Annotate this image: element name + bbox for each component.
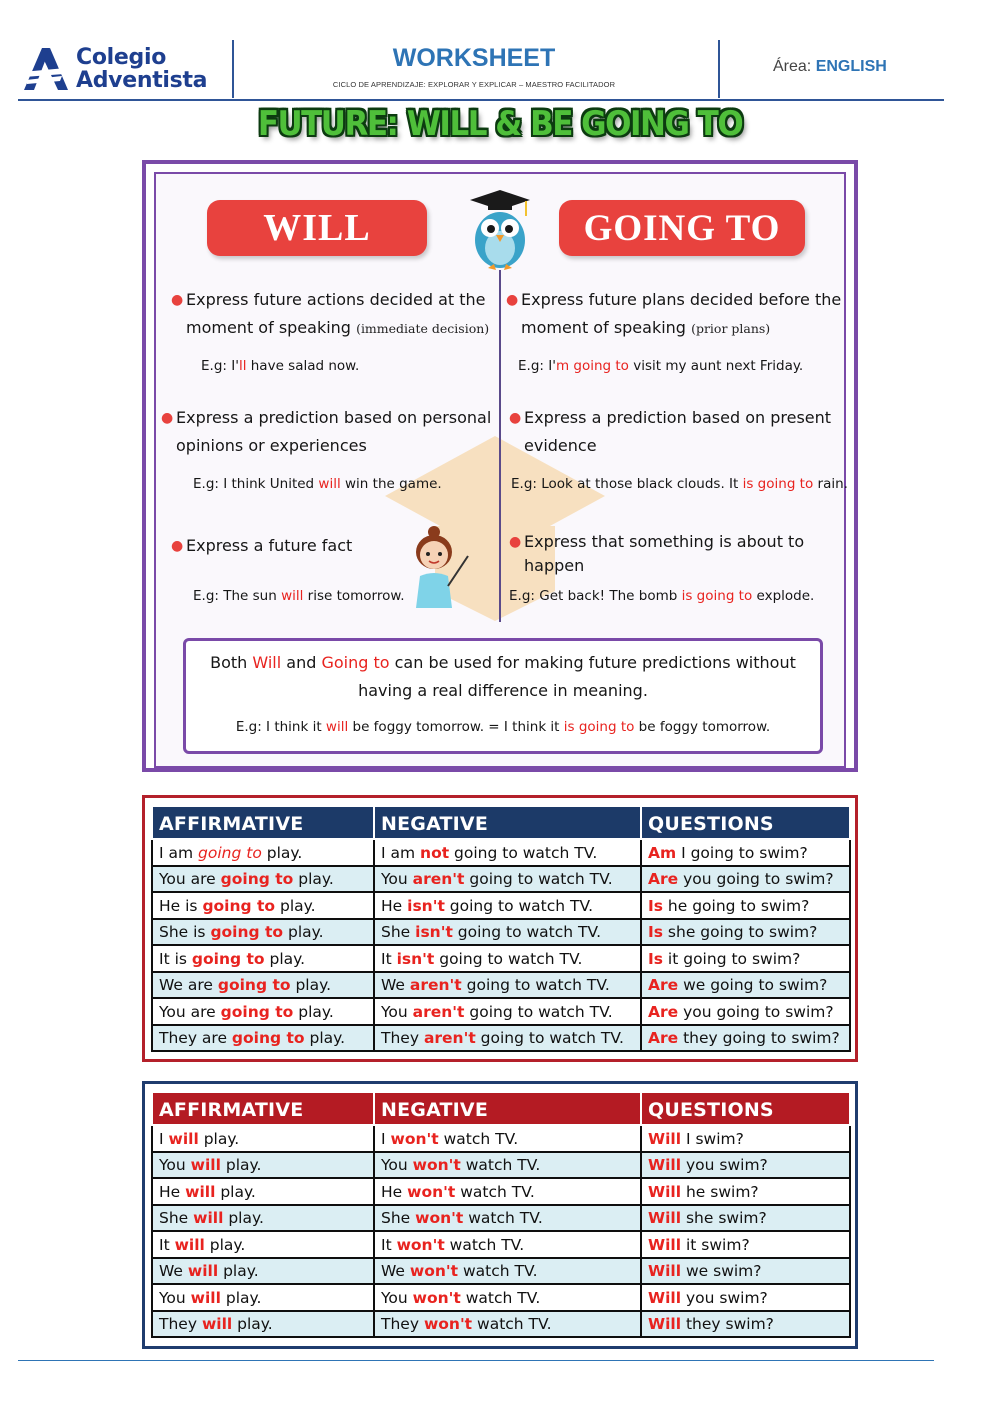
negative-cell xyxy=(374,919,641,946)
negative-cell xyxy=(374,998,641,1025)
rule-text: Express that something is about to happen xyxy=(524,532,805,575)
example-text: E.g: I' xyxy=(518,358,556,374)
infographic-panel xyxy=(154,172,846,768)
question-cell xyxy=(641,919,850,946)
question-cell xyxy=(641,1311,850,1338)
table-row xyxy=(152,892,850,919)
affirmative-cell xyxy=(152,1178,374,1205)
cell-text: You xyxy=(381,870,413,889)
table-row xyxy=(152,839,850,866)
cell-text: He xyxy=(381,896,408,915)
highlight-word: Will xyxy=(648,1315,682,1334)
cell-text: you going to swim? xyxy=(678,1002,834,1021)
rule-note: (immediate decision) xyxy=(356,321,490,336)
cell-text: play. xyxy=(204,1235,246,1254)
will-rule-3 xyxy=(171,532,406,560)
negative-cell xyxy=(374,1205,641,1232)
cell-text: play. xyxy=(218,1262,259,1281)
will-example-3 xyxy=(193,588,404,604)
cell-text: You xyxy=(381,1288,413,1307)
question-cell xyxy=(641,1025,850,1052)
cell-text: They xyxy=(159,1315,202,1334)
affirmative-cell xyxy=(152,866,374,893)
cell-text: I xyxy=(159,1129,169,1148)
note-highlight: Will xyxy=(252,653,282,672)
cell-text: I swim? xyxy=(681,1129,744,1148)
negative-cell xyxy=(374,839,641,866)
table-row xyxy=(152,1258,850,1285)
grammar-infographic xyxy=(142,160,858,772)
highlight-word: isn't xyxy=(396,949,435,968)
subject-area xyxy=(773,58,887,76)
example-highlight: ll xyxy=(238,358,247,374)
highlight-word: won't xyxy=(396,1235,445,1254)
going-example-3 xyxy=(509,588,814,604)
highlight-word: going to xyxy=(202,896,276,915)
cell-text: he swim? xyxy=(681,1182,759,1201)
negative-cell xyxy=(374,1025,641,1052)
will-heading: WILL xyxy=(207,200,427,256)
cell-text: watch TV. xyxy=(472,1315,552,1334)
table-row xyxy=(152,1025,850,1052)
cell-text: play. xyxy=(293,870,334,889)
example-text: have salad now. xyxy=(246,358,360,374)
highlight-word: Is xyxy=(648,949,663,968)
cell-text: going to watch TV. xyxy=(475,1029,624,1048)
cell-text: going to watch TV. xyxy=(449,843,598,862)
question-cell xyxy=(641,998,850,1025)
cell-text: going to watch TV. xyxy=(464,870,613,889)
cell-text: going to watch TV. xyxy=(434,949,583,968)
cell-text: watch TV. xyxy=(444,1235,525,1254)
both-note-text xyxy=(186,649,820,705)
table-row xyxy=(152,1284,850,1311)
example-text: E.g: I think it xyxy=(235,719,326,735)
cell-text: going to watch TV. xyxy=(461,976,610,995)
going-to-heading: GOING TO xyxy=(559,200,805,256)
cell-text: I am xyxy=(381,843,421,862)
highlight-word: won't xyxy=(415,1209,464,1228)
cell-text: watch TV. xyxy=(458,1262,538,1281)
highlight-word: Are xyxy=(648,1002,679,1021)
affirmative-cell xyxy=(152,919,374,946)
rule-text: Express future actions decided at the moment of speaking xyxy=(186,290,486,337)
negative-cell xyxy=(374,1284,641,1311)
cell-text: I going to swim? xyxy=(676,843,808,862)
cell-text: you going to swim? xyxy=(678,870,834,889)
affirmative-cell xyxy=(152,892,374,919)
cell-text: play. xyxy=(223,1209,264,1228)
cell-text: going to watch TV. xyxy=(444,896,594,915)
going-rule-1 xyxy=(506,286,851,343)
cell-text: play. xyxy=(198,1129,240,1148)
affirmative-cell xyxy=(152,1231,374,1258)
example-text: visit my aunt next Friday. xyxy=(628,358,804,374)
highlight-word: Will xyxy=(648,1156,682,1175)
cell-text: going to watch TV. xyxy=(452,923,602,942)
header-separator xyxy=(232,40,234,98)
will-table-frame xyxy=(142,1081,858,1349)
worksheet-subtitle: CICLO DE APRENDIZAJE: EXPLORAR Y EXPLICAR – MAESTRO FACILITADOR xyxy=(332,80,616,89)
worksheet-title: WORKSHEET xyxy=(392,44,556,72)
example-text: E.g: The sun xyxy=(193,588,282,604)
example-text: be foggy tomorrow. xyxy=(634,719,771,735)
cell-text: He xyxy=(159,1182,186,1201)
cell-text: play. xyxy=(232,1315,273,1334)
cell-text: it going to swim? xyxy=(663,949,801,968)
question-cell xyxy=(641,866,850,893)
school-name-line1: Colegio xyxy=(76,45,167,70)
cell-text: It is xyxy=(159,949,192,968)
table-row xyxy=(152,972,850,999)
affirmative-cell xyxy=(152,1152,374,1179)
note-text: can be used for making future predictions without having a real difference in meaning. xyxy=(358,653,796,700)
cell-text: You are xyxy=(159,1002,221,1021)
table-row xyxy=(152,1311,850,1338)
negative-cell xyxy=(374,1178,641,1205)
highlight-word: will xyxy=(193,1209,224,1228)
affirmative-cell xyxy=(152,1311,374,1338)
going-rule-3 xyxy=(509,530,824,578)
cell-text: It xyxy=(381,949,397,968)
highlight-word: Will xyxy=(648,1209,682,1228)
school-logo-icon xyxy=(20,46,70,92)
cell-text: watch TV. xyxy=(463,1209,543,1228)
highlight-word: will xyxy=(168,1129,199,1148)
cell-text: They are xyxy=(159,1029,232,1048)
header-rule xyxy=(18,99,944,101)
example-text: E.g: I think United xyxy=(193,476,319,492)
cell-text: They xyxy=(381,1315,424,1334)
column-header-negative: NEGATIVE xyxy=(374,1092,641,1125)
question-cell xyxy=(641,1205,850,1232)
highlight-word: going to xyxy=(210,923,284,942)
highlight-word: will xyxy=(190,1156,221,1175)
highlight-word: aren't xyxy=(423,1029,476,1048)
cell-text: We are xyxy=(159,976,218,995)
column-header-questions: QUESTIONS xyxy=(641,806,850,839)
cell-text: We xyxy=(159,1262,188,1281)
column-header-affirmative: AFFIRMATIVE xyxy=(152,806,374,839)
cell-text: You xyxy=(159,1156,191,1175)
example-highlight: will xyxy=(281,588,304,604)
negative-cell xyxy=(374,1231,641,1258)
will-rule-2 xyxy=(161,404,502,460)
will-rule-1 xyxy=(171,286,504,343)
highlight-word: will xyxy=(174,1235,205,1254)
example-highlight: is going to xyxy=(742,476,814,492)
cell-text: She xyxy=(381,923,416,942)
rule-note: (prior plans) xyxy=(691,321,771,336)
table-header-row xyxy=(152,1092,850,1125)
cell-text: You xyxy=(381,1002,413,1021)
subject-area-label: Área: xyxy=(773,58,812,75)
column-header-negative: NEGATIVE xyxy=(374,806,641,839)
cell-text: It xyxy=(159,1235,175,1254)
table-row xyxy=(152,1125,850,1152)
cell-text: It xyxy=(381,1235,397,1254)
highlight-word: Are xyxy=(648,1029,679,1048)
going-to-table-frame xyxy=(142,795,858,1062)
cell-text: He is xyxy=(159,896,203,915)
affirmative-cell xyxy=(152,1125,374,1152)
affirmative-cell xyxy=(152,1205,374,1232)
cell-text: she going to swim? xyxy=(663,923,818,942)
cell-text: it swim? xyxy=(681,1235,750,1254)
example-text: rain. xyxy=(813,476,848,492)
highlight-word: Will xyxy=(648,1129,682,1148)
cell-text: She xyxy=(159,1209,194,1228)
rule-text: Express a prediction based on present evidence xyxy=(524,408,832,455)
affirmative-cell xyxy=(152,839,374,866)
cell-text: they going to swim? xyxy=(678,1029,840,1048)
cell-text: play. xyxy=(290,976,331,995)
highlight-word: going to xyxy=(198,843,262,862)
highlight-word: won't xyxy=(407,1182,456,1201)
both-note-example xyxy=(186,719,820,735)
table-row xyxy=(152,1152,850,1179)
affirmative-cell xyxy=(152,1258,374,1285)
highlight-word: Will xyxy=(648,1262,682,1281)
cell-text: play. xyxy=(304,1029,346,1048)
cell-text: he going to swim? xyxy=(663,896,810,915)
highlight-word: won't xyxy=(409,1262,459,1281)
example-text: rise tomorrow. xyxy=(303,588,405,604)
highlight-word: going to xyxy=(191,949,265,968)
rule-text: Express a prediction based on personal opinions or experiences xyxy=(176,408,492,455)
cell-text: They xyxy=(381,1029,424,1048)
highlight-word: won't xyxy=(412,1288,461,1307)
table-row xyxy=(152,919,850,946)
rule-text: Express a future fact xyxy=(186,536,353,555)
worksheet-header xyxy=(18,38,946,102)
both-note-box xyxy=(183,638,823,754)
example-text: E.g: I' xyxy=(201,358,239,374)
cell-text: You are xyxy=(159,870,221,889)
question-cell xyxy=(641,972,850,999)
highlight-word: will xyxy=(187,1262,219,1281)
bullet-icon: ● xyxy=(171,538,184,554)
negative-cell xyxy=(374,1311,641,1338)
negative-cell xyxy=(374,972,641,999)
note-highlight: Going to xyxy=(321,653,390,672)
highlight-word: won't xyxy=(423,1315,473,1334)
highlight-word: isn't xyxy=(407,896,445,915)
example-highlight: m going to xyxy=(555,358,629,374)
owl-graduate-icon xyxy=(468,188,532,274)
example-text: E.g: Look at those black clouds. It xyxy=(511,476,743,492)
cell-text: She xyxy=(381,1209,416,1228)
bullet-icon: ● xyxy=(506,292,519,308)
note-text: and xyxy=(281,653,322,672)
bullet-icon: ● xyxy=(509,534,522,550)
highlight-word: Will xyxy=(648,1182,682,1201)
cell-text: play. xyxy=(220,1156,262,1175)
table-row xyxy=(152,866,850,893)
question-cell xyxy=(641,1231,850,1258)
example-highlight: will xyxy=(325,719,349,735)
example-text: be foggy tomorrow. = I think it xyxy=(348,719,564,735)
table-row xyxy=(152,998,850,1025)
highlight-word: isn't xyxy=(415,923,453,942)
question-cell xyxy=(641,892,850,919)
cell-text: you swim? xyxy=(681,1288,768,1307)
header-separator xyxy=(718,40,720,98)
will-conjugation-table xyxy=(151,1091,851,1338)
example-text: E.g: Get back! The bomb xyxy=(509,588,682,604)
highlight-word: going to xyxy=(220,1002,294,1021)
bullet-icon: ● xyxy=(171,292,184,308)
rule-text: Express future plans decided before the moment of speaking xyxy=(521,290,842,337)
cell-text: watch TV. xyxy=(455,1182,535,1201)
example-highlight: will xyxy=(318,476,341,492)
question-cell xyxy=(641,839,850,866)
table-row xyxy=(152,1205,850,1232)
highlight-word: Is xyxy=(648,923,663,942)
going-example-1 xyxy=(518,358,803,374)
highlight-word: Am xyxy=(648,843,677,862)
note-text: Both xyxy=(210,653,253,672)
highlight-word: won't xyxy=(390,1129,439,1148)
page-title: FUTURE: WILL & BE GOING TO xyxy=(257,104,743,144)
example-highlight: is going to xyxy=(681,588,753,604)
going-example-2 xyxy=(511,476,848,492)
question-cell xyxy=(641,1152,850,1179)
highlight-word: going to xyxy=(231,1029,305,1048)
footer-rule xyxy=(18,1360,934,1361)
table-row xyxy=(152,945,850,972)
going-rule-2 xyxy=(509,404,842,460)
highlight-word: Will xyxy=(648,1288,682,1307)
will-example-1 xyxy=(201,358,359,374)
column-header-affirmative: AFFIRMATIVE xyxy=(152,1092,374,1125)
will-example-2 xyxy=(193,476,442,492)
table-header-row xyxy=(152,806,850,839)
teacher-illustration-icon xyxy=(410,526,472,608)
cell-text: they swim? xyxy=(681,1315,774,1334)
table-row xyxy=(152,1231,850,1258)
affirmative-cell xyxy=(152,945,374,972)
cell-text: watch TV. xyxy=(438,1129,519,1148)
cell-text: play. xyxy=(215,1182,256,1201)
question-cell xyxy=(641,1125,850,1152)
cell-text: we swim? xyxy=(681,1262,762,1281)
school-name-line2: Adventista xyxy=(76,68,208,93)
highlight-word: Is xyxy=(648,896,663,915)
question-cell xyxy=(641,1284,850,1311)
school-logo xyxy=(18,44,238,94)
cell-text: I xyxy=(381,1129,391,1148)
cell-text: going to watch TV. xyxy=(464,1002,613,1021)
example-text: win the game. xyxy=(340,476,442,492)
affirmative-cell xyxy=(152,972,374,999)
example-text: explode. xyxy=(752,588,815,604)
cell-text: watch TV. xyxy=(460,1288,541,1307)
cell-text: She is xyxy=(159,923,211,942)
cell-text: you swim? xyxy=(681,1156,768,1175)
highlight-word: won't xyxy=(412,1156,461,1175)
cell-text: We xyxy=(381,1262,410,1281)
negative-cell xyxy=(374,1125,641,1152)
affirmative-cell xyxy=(152,1025,374,1052)
cell-text: she swim? xyxy=(681,1209,767,1228)
highlight-word: will xyxy=(190,1288,221,1307)
cell-text: play. xyxy=(283,923,324,942)
cell-text: You xyxy=(159,1288,191,1307)
highlight-word: aren't xyxy=(412,870,465,889)
column-header-questions: QUESTIONS xyxy=(641,1092,850,1125)
cell-text: we going to swim? xyxy=(678,976,828,995)
school-name xyxy=(76,46,207,92)
going-to-conjugation-table xyxy=(151,805,851,1052)
highlight-word: aren't xyxy=(412,1002,465,1021)
example-highlight: is going to xyxy=(563,719,635,735)
question-cell xyxy=(641,1178,850,1205)
question-cell xyxy=(641,1258,850,1285)
cell-text: play. xyxy=(264,949,306,968)
highlight-word: Are xyxy=(648,976,679,995)
table-row xyxy=(152,1178,850,1205)
negative-cell xyxy=(374,1152,641,1179)
cell-text: play. xyxy=(275,896,316,915)
highlight-word: Are xyxy=(648,870,679,889)
highlight-word: aren't xyxy=(409,976,462,995)
negative-cell xyxy=(374,866,641,893)
negative-cell xyxy=(374,1258,641,1285)
negative-cell xyxy=(374,892,641,919)
cell-text: play. xyxy=(293,1002,334,1021)
cell-text: I am xyxy=(159,843,199,862)
highlight-word: Will xyxy=(648,1235,682,1254)
question-cell xyxy=(641,945,850,972)
bullet-icon: ● xyxy=(509,410,522,426)
highlight-word: going to xyxy=(220,870,294,889)
highlight-word: going to xyxy=(217,976,291,995)
cell-text: He xyxy=(381,1182,408,1201)
affirmative-cell xyxy=(152,1284,374,1311)
cell-text: We xyxy=(381,976,410,995)
subject-area-value: ENGLISH xyxy=(815,58,887,75)
cell-text: watch TV. xyxy=(460,1156,541,1175)
cell-text: play. xyxy=(261,843,303,862)
highlight-word: not xyxy=(420,843,450,862)
cell-text: play. xyxy=(220,1288,262,1307)
negative-cell xyxy=(374,945,641,972)
highlight-word: will xyxy=(185,1182,216,1201)
cell-text: You xyxy=(381,1156,413,1175)
bullet-icon: ● xyxy=(161,410,174,426)
highlight-word: will xyxy=(201,1315,233,1334)
affirmative-cell xyxy=(152,998,374,1025)
